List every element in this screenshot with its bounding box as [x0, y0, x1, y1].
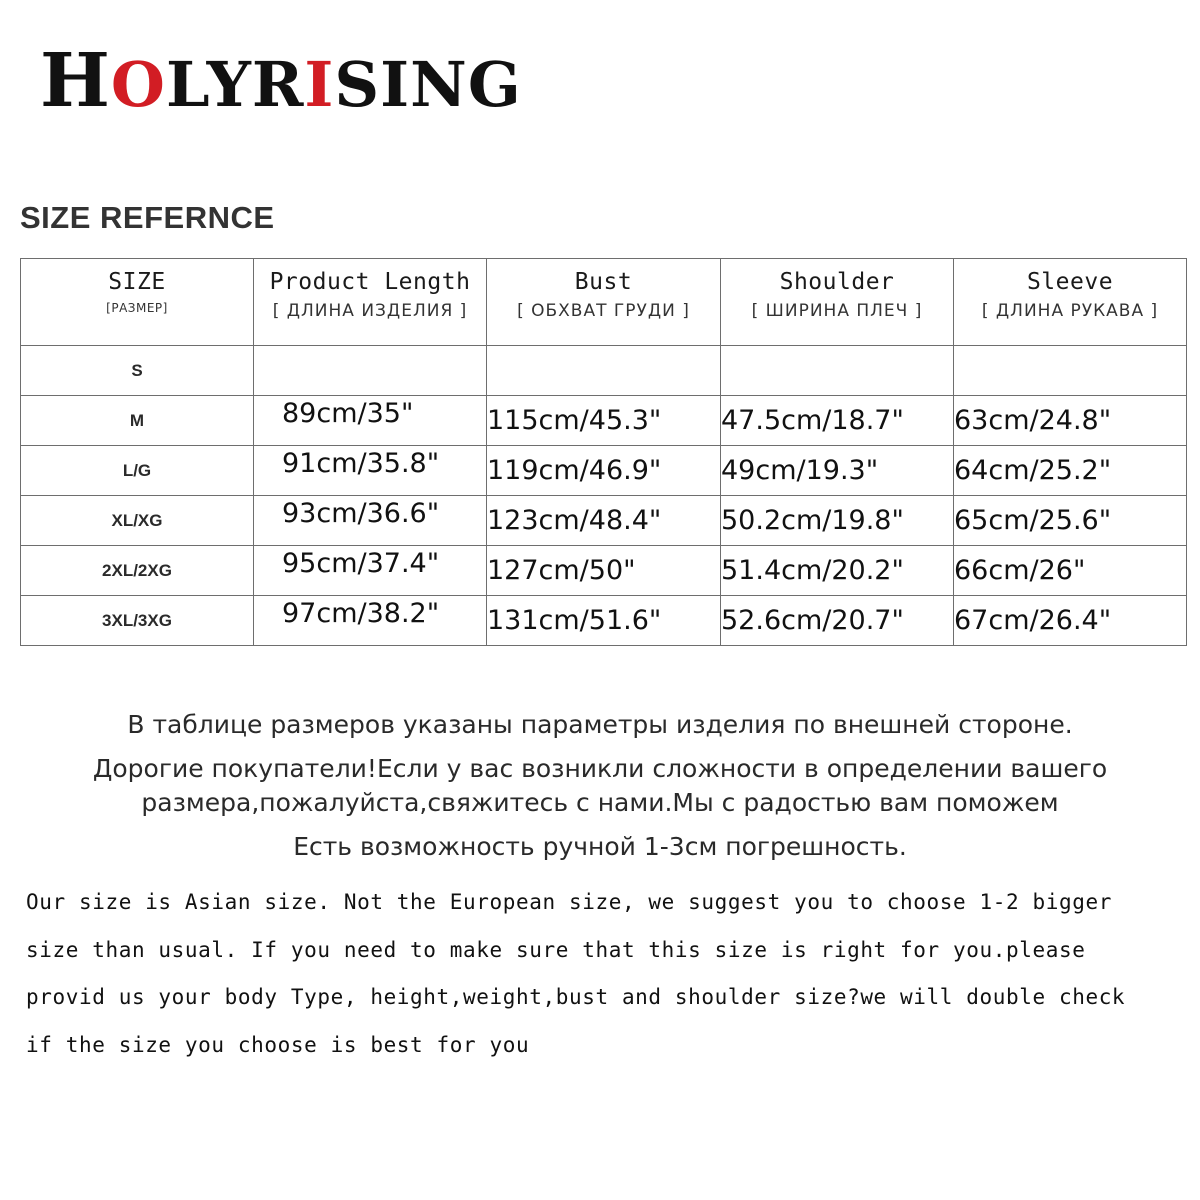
length-cell: 89cm/35" — [254, 396, 487, 446]
shoulder-cell: 49cm/19.3" — [721, 446, 954, 496]
russian-note-line: В таблице размеров указаны параметры изделия по внешней стороне. — [127, 710, 1073, 739]
header-label: Bust — [574, 269, 633, 295]
shoulder-cell: 52.6cm/20.7" — [721, 596, 954, 646]
length-cell: 93cm/36.6" — [254, 496, 487, 546]
bust-cell: 127cm/50" — [487, 546, 721, 596]
sleeve-cell: 63cm/24.8" — [954, 396, 1187, 446]
header-label: Shoulder — [779, 269, 895, 295]
header-sleeve — [954, 259, 1187, 346]
english-note-line: if the size you choose is best for you — [26, 1033, 530, 1057]
header-sublabel: [РАЗМЕР] — [106, 301, 168, 315]
bust-cell: 131cm/51.6" — [487, 596, 721, 646]
bust-cell: 123cm/48.4" — [487, 496, 721, 546]
size-cell: 3XL/3XG — [21, 596, 254, 646]
table-row — [21, 396, 1187, 446]
table-row — [21, 596, 1187, 646]
length-cell: 97cm/38.2" — [254, 596, 487, 646]
english-note-line: Our size is Asian size. Not the European size, we suggest you to choose 1-2 bigger — [26, 890, 1112, 914]
shoulder-cell — [721, 346, 954, 396]
size-cell: 2XL/2XG — [21, 546, 254, 596]
sleeve-cell: 65cm/25.6" — [954, 496, 1187, 546]
length-cell — [254, 346, 487, 396]
russian-note-line: размера,пожалуйста,свяжитесь с нами.Мы с радостью вам поможем — [141, 788, 1059, 817]
header-product-length — [254, 259, 487, 346]
header-sublabel: [ ДЛИНА ИЗДЕЛИЯ ] — [272, 301, 468, 321]
header-sublabel: [ ОБХВАТ ГРУДИ ] — [517, 301, 690, 321]
shoulder-cell: 51.4cm/20.2" — [721, 546, 954, 596]
russian-note-line: Дорогие покупатели!Если у вас возникли сложности в определении вашего — [92, 754, 1108, 783]
size-cell: L/G — [21, 446, 254, 496]
sleeve-cell: 64cm/25.2" — [954, 446, 1187, 496]
section-title: SIZE REFERNCE — [20, 200, 275, 235]
size-cell: XL/XG — [21, 496, 254, 546]
header-label: Sleeve — [1026, 269, 1114, 295]
bust-cell: 115cm/45.3" — [487, 396, 721, 446]
table-row — [21, 346, 1187, 396]
size-cell: S — [21, 346, 254, 396]
brand-logo: HOLYRISING — [40, 38, 522, 124]
length-cell: 91cm/35.8" — [254, 446, 487, 496]
header-size — [21, 259, 254, 346]
header-label: Product Length — [269, 269, 471, 295]
size-table — [20, 258, 1187, 646]
header-sublabel: [ ШИРИНА ПЛЕЧ ] — [751, 301, 923, 321]
shoulder-cell: 50.2cm/19.8" — [721, 496, 954, 546]
english-note-line: size than usual. If you need to make sure that this size is right for you.please — [26, 938, 1086, 962]
header-label: SIZE — [108, 269, 166, 295]
sleeve-cell — [954, 346, 1187, 396]
table-header-row — [21, 259, 1187, 346]
table-row — [21, 546, 1187, 596]
length-cell: 95cm/37.4" — [254, 546, 487, 596]
header-bust — [487, 259, 721, 346]
bust-cell — [487, 346, 721, 396]
sleeve-cell: 66cm/26" — [954, 546, 1187, 596]
header-shoulder — [721, 259, 954, 346]
russian-note-line: Есть возможность ручной 1-3см погрешность. — [293, 832, 907, 861]
sleeve-cell: 67cm/26.4" — [954, 596, 1187, 646]
header-sublabel: [ ДЛИНА РУКАВА ] — [981, 301, 1159, 321]
size-cell: M — [21, 396, 254, 446]
table-row — [21, 496, 1187, 546]
bust-cell: 119cm/46.9" — [487, 446, 721, 496]
english-note-line: provid us your body Type, height,weight,bust and shoulder size?we will double check — [26, 985, 1126, 1009]
table-row — [21, 446, 1187, 496]
shoulder-cell: 47.5cm/18.7" — [721, 396, 954, 446]
